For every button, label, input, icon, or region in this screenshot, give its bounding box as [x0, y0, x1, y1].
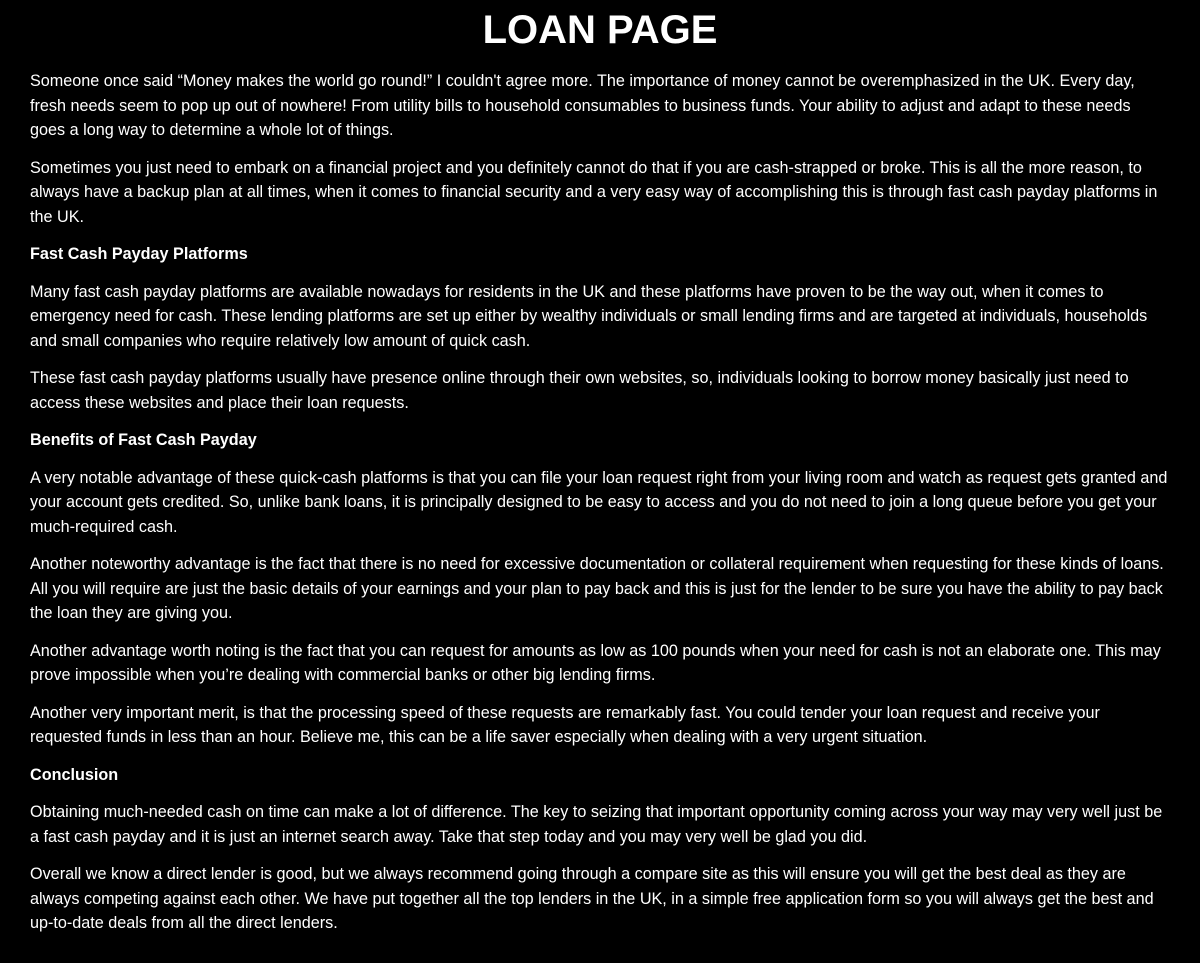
benefit-speed-paragraph: Another very important merit, is that the processing speed of these requests are remarkably fast. You could tender your loan request and receive your requested funds in less than an hour. Believe me, this can be a life saver especially when dealing with a very urgent situation.	[30, 703, 1100, 746]
benefit-low-amounts-paragraph: Another advantage worth noting is the fact that you can request for amounts as low as 100 pounds when your need for cash is not an elaborate one. This may prove impossible when you’re dealing with commercial banks or other big lending firms.	[30, 641, 1161, 684]
heading-fast-cash-platforms: Fast Cash Payday Platforms	[30, 245, 248, 263]
article-body	[30, 69, 1170, 936]
heading-benefits: Benefits of Fast Cash Payday	[30, 431, 257, 449]
intro-paragraph: Someone once said “Money makes the world go round!” I couldn't agree more. The importance of money cannot be overemphasized in the UK. Every day, fresh needs seem to pop up out of nowhere! From utility bills to household consumables to business funds. Your ability to adjust and adapt to these needs goes a long way to determine a whole lot of things.	[30, 72, 1135, 139]
benefit-documentation-paragraph: Another noteworthy advantage is the fact that there is no need for excessive documentation or collateral requirement when requesting for these kinds of loans. All you will require are just the basic details of your earnings and your plan to pay back and this is just for the lender to be sure you have the ability to pay back the loan they are giving you.	[30, 555, 1164, 622]
compare-site-paragraph: Overall we know a direct lender is good, but we always recommend going through a compare site as this will ensure you will get the best deal as they are always competing against each other. We have put together all the top lenders in the UK, in a simple free application form so you will always get the best and up-to-date deals from all the direct lenders.	[30, 865, 1154, 932]
benefit-convenience-paragraph: A very notable advantage of these quick-cash platforms is that you can file your loan request right from your living room and watch as request gets granted and your account gets credited. So, unlike bank loans, it is principally designed to be easy to access and you do not need to join a long queue before you get your much-required cash.	[30, 468, 1168, 536]
conclusion-paragraph: Obtaining much-needed cash on time can make a lot of difference. The key to seizing that important opportunity coming across your way may very well just be a fast cash payday and it is just an internet search away. Take that step today and you may very well be glad you did.	[30, 803, 1163, 846]
page-title: LOAN PAGE	[482, 8, 718, 52]
online-presence-paragraph: These fast cash payday platforms usually have presence online through their own websites, so, individuals looking to borrow money basically just need to access these websites and place their loan requests.	[30, 369, 1129, 412]
heading-conclusion: Conclusion	[30, 765, 119, 784]
backup-plan-paragraph: Sometimes you just need to embark on a financial project and you definitely cannot do that if you are cash-strapped or broke. This is all the more reason, to always have a backup plan at all times, when it comes to financial security and a very easy way of accomplishing this is through fast cash payday platforms in the UK.	[30, 158, 1158, 226]
platforms-paragraph: Many fast cash payday platforms are available nowadays for residents in the UK and these platforms have proven to be the way out, when it comes to emergency need for cash. These lending platforms are set up either by wealthy individuals or small lending firms and are targeted at individuals, households and small companies who require relatively low amount of quick cash.	[30, 282, 1148, 350]
